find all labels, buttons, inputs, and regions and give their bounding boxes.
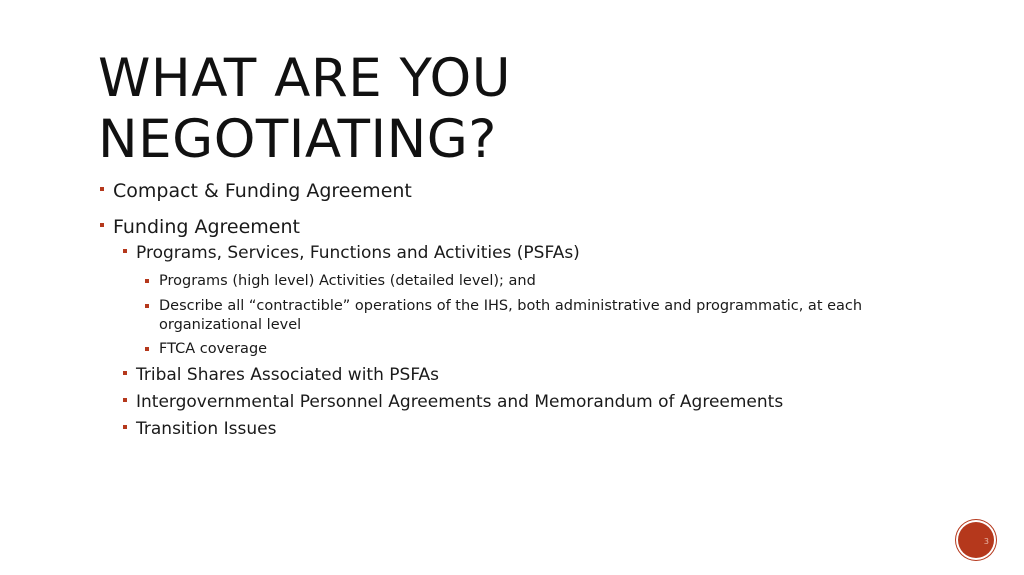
square-bullet-icon: [145, 304, 149, 308]
bullet-item: [98, 340, 958, 359]
bullet-text: Tribal Shares Associated with PSFAs: [136, 365, 440, 385]
bullet-item: [98, 272, 958, 291]
bullet-text: Funding Agreement: [113, 216, 300, 238]
square-bullet-icon: [123, 425, 127, 429]
bullet-text: Compact & Funding Agreement: [113, 180, 412, 202]
slide-number: 3: [983, 537, 989, 546]
bullet-item: [98, 297, 958, 335]
bullet-item: [98, 363, 958, 387]
bullet-item: [98, 390, 958, 414]
square-bullet-icon: [100, 223, 104, 227]
bullet-text: Programs (high level) Activities (detailed level); and: [159, 273, 536, 289]
slide-title-line-2: NEGOTIATING?: [98, 109, 497, 170]
bullet-text: Transition Issues: [136, 419, 277, 439]
bullet-text: Describe all “contractible” operations of the IHS, both administrative and programmatic, at each organizational level: [159, 298, 863, 333]
slide-title-line-1: WHAT ARE YOU: [98, 48, 512, 109]
square-bullet-icon: [145, 279, 149, 283]
bullet-text: Intergovernmental Personnel Agreements and Memorandum of Agreements: [136, 392, 784, 412]
bullet-text: FTCA coverage: [159, 341, 268, 357]
bullet-text: Programs, Services, Functions and Activities (PSFAs): [136, 243, 580, 263]
bullet-item: [98, 214, 958, 240]
bullet-item: [98, 417, 958, 441]
bullet-item: [98, 178, 958, 204]
slide-number-badge: [958, 522, 994, 558]
square-bullet-icon: [145, 347, 149, 351]
square-bullet-icon: [123, 249, 127, 253]
square-bullet-icon: [123, 371, 127, 375]
square-bullet-icon: [123, 398, 127, 402]
slide-title: [98, 48, 511, 170]
square-bullet-icon: [100, 187, 104, 191]
bullet-list: [98, 178, 958, 441]
bullet-item: [98, 241, 958, 265]
